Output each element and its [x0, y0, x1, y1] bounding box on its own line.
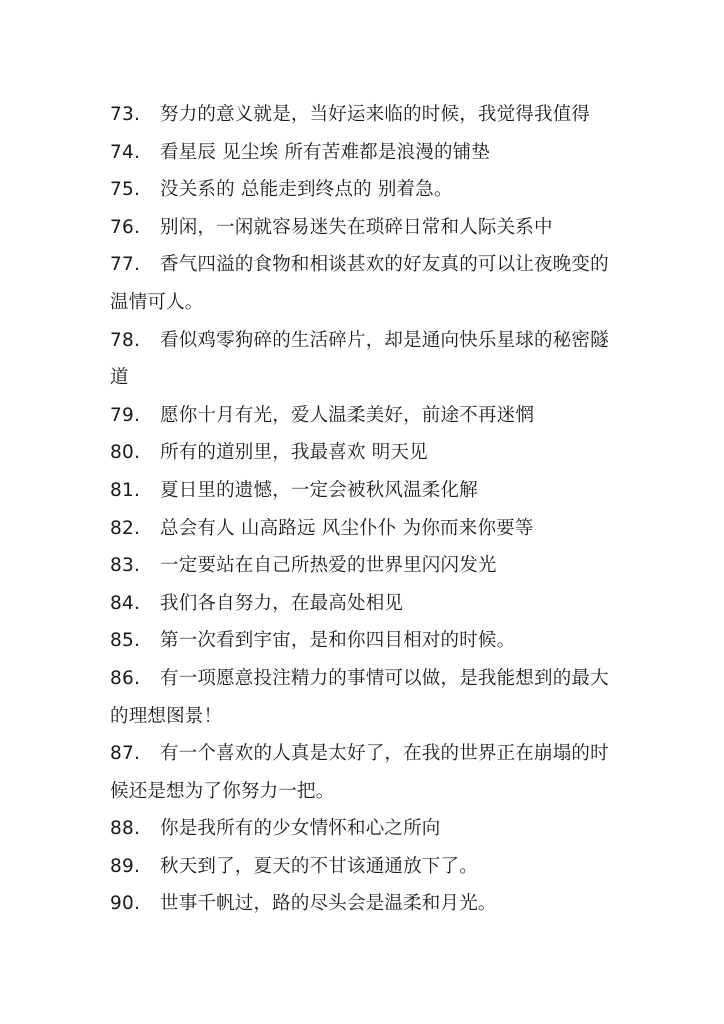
item-number: 90.: [110, 893, 141, 915]
list-item: [110, 322, 620, 397]
item-text: 看似鸡零狗碎的生活碎片，却是通向快乐星球的秘密隧道: [110, 329, 609, 389]
list-item: [110, 660, 620, 735]
list-item: [110, 209, 620, 247]
list-item: [110, 510, 620, 548]
item-number: 80.: [110, 442, 141, 464]
list-item: [110, 810, 620, 848]
item-text: 总会有人 山高路远 风尘仆仆 为你而来你要等: [160, 517, 534, 539]
item-number: 81.: [110, 479, 141, 501]
item-text: 我们各自努力，在最高处相见: [160, 592, 404, 614]
item-number: 88.: [110, 818, 141, 840]
item-text: 秋天到了，夏天的不甘该通通放下了。: [160, 855, 478, 877]
item-text: 有一个喜欢的人真是太好了，在我的世界正在崩塌的时候还是想为了你努力一把。: [110, 743, 609, 802]
item-text: 第一次看到宇宙，是和你四目相对的时候。: [160, 630, 516, 652]
list-item: [110, 171, 620, 209]
list-item: [110, 246, 620, 321]
list-item: [110, 472, 620, 510]
item-number: 79.: [110, 404, 141, 426]
item-number: 74.: [110, 141, 141, 163]
item-number: 87.: [110, 743, 141, 765]
item-text: 努力的意义就是，当好运来临的时候，我觉得我值得: [160, 104, 591, 125]
item-number: 89.: [110, 855, 141, 877]
item-text: 没关系的 总能走到终点的 别着急。: [160, 179, 453, 201]
list-item: [110, 547, 620, 585]
item-text: 别闲，一闲就容易迷失在琐碎日常和人际关系中: [160, 216, 553, 238]
item-number: 85.: [110, 630, 141, 652]
item-text: 看星辰 见尘埃 所有苦难都是浪漫的铺垫: [160, 141, 491, 163]
item-text: 有一项愿意投注精力的事情可以做，是我能想到的最大的理想图景！: [110, 667, 609, 727]
item-number: 75.: [110, 179, 141, 201]
item-number: 77.: [110, 254, 141, 276]
list-item: [110, 885, 620, 923]
item-text: 夏日里的遗憾，一定会被秋风温柔化解: [160, 479, 478, 501]
item-number: 78.: [110, 329, 141, 351]
list-item: [110, 96, 620, 134]
item-text: 所有的道别里，我最喜欢 明天见: [160, 442, 428, 464]
quote-list: [110, 96, 620, 923]
item-number: 82.: [110, 517, 141, 539]
item-text: 一定要站在自己所热爱的世界里闪闪发光: [160, 555, 497, 577]
item-number: 73.: [110, 104, 141, 125]
item-number: 83.: [110, 555, 141, 577]
list-item: [110, 735, 620, 810]
list-item: [110, 397, 620, 435]
item-text: 世事千帆过，路的尽头会是温柔和月光。: [160, 893, 497, 915]
item-number: 86.: [110, 667, 141, 689]
item-number: 76.: [110, 216, 141, 238]
item-text: 你是我所有的少女情怀和心之所向: [160, 818, 441, 840]
list-item: [110, 848, 620, 886]
list-item: [110, 434, 620, 472]
list-item: [110, 622, 620, 660]
list-item: [110, 585, 620, 623]
item-number: 84.: [110, 592, 141, 614]
item-text: 香气四溢的食物和相谈甚欢的好友真的可以让夜晚变的温情可人。: [110, 254, 609, 313]
item-text: 愿你十月有光，爱人温柔美好，前途不再迷惘: [160, 404, 535, 426]
list-item: [110, 134, 620, 172]
